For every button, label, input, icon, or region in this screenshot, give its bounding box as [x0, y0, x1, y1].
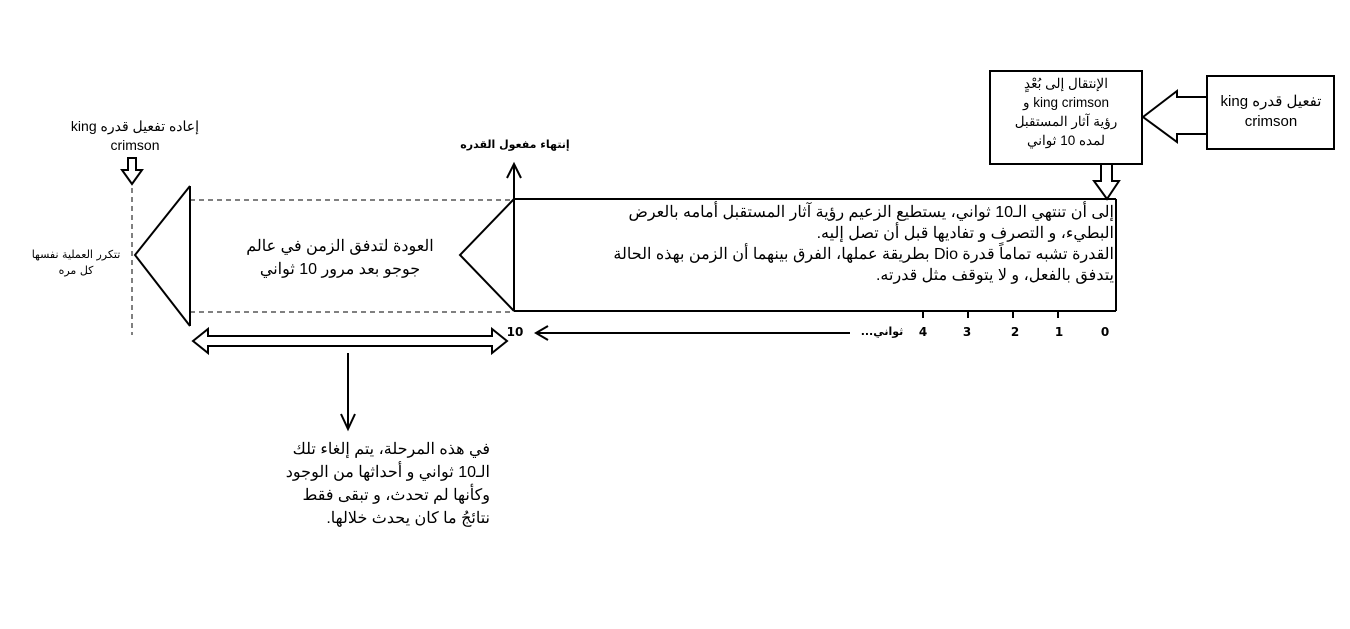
repeat-arrow: [135, 186, 190, 326]
left-arrow-activation: [1143, 91, 1207, 142]
dimension-box-text: [992, 74, 1140, 150]
reactivation-line-2: crimson: [110, 137, 160, 153]
activation-box-text: [1209, 92, 1333, 132]
repeat-label: [22, 247, 130, 279]
erase-line-3: وكأنها لم تحدث، و تبقى فقط: [302, 487, 490, 504]
tick-label-1: 1: [1054, 325, 1064, 339]
main-line-4: يتدفق بالفعل، و لا يتوقف مثل قدرته.: [875, 267, 1114, 284]
seconds-label: ثواني...: [860, 325, 904, 338]
down-arrow-reactivation: [122, 158, 142, 184]
tick-label-3: 3: [962, 325, 972, 339]
erase-text: [250, 438, 490, 530]
return-text: [220, 235, 460, 281]
dimension-line-2: king crimson و: [1022, 95, 1110, 110]
dimension-line-4: لمده 10 ثواني: [1026, 133, 1106, 148]
main-line-3: القدرة تشبه تماماً قدرة Dio بطريقة عملها، الفرق بينهما أن الزمن بهذه الحالة: [613, 246, 1114, 263]
main-line-2: البطيء، و التصرف و تفاديها قبل أن تصل إليه.: [816, 225, 1114, 242]
erase-line-2: الـ10 ثواني و أحداثها من الوجود: [285, 464, 490, 481]
down-arrow-dimension: [1094, 164, 1119, 199]
main-description: [518, 202, 1114, 310]
activation-line-2: crimson: [1244, 113, 1298, 130]
dimension-line-3: رؤية آثار المستقبل: [1014, 114, 1118, 129]
return-arrow: [460, 199, 514, 311]
reactivation-label: [50, 117, 220, 155]
double-arrow-erase: [193, 329, 507, 353]
erase-line-1: في هذه المرحلة، يتم إلغاء تلك: [292, 441, 490, 458]
end-effect-label: إنتهاء مفعول القدره: [460, 138, 570, 151]
erase-line-4: نتائجُ ما كان يحدث خلالها.: [326, 510, 490, 527]
dimension-line-1: الإنتقال إلى بُعْدٍ: [1023, 76, 1108, 91]
repeat-line-1: تتكرر العملية نفسها: [31, 248, 121, 261]
main-line-1: إلى أن تنتهي الـ10 ثواني، يستطيع الزعيم رؤية آثار المستقبل أمامه بالعرض: [628, 204, 1114, 221]
repeat-line-2: كل مره: [58, 264, 94, 277]
tick-label-2: 2: [1010, 325, 1020, 339]
tick-label-10: 10: [506, 325, 524, 339]
tick-label-4: 4: [918, 325, 928, 339]
reactivation-line-1: إعاده تفعيل قدره king: [70, 118, 200, 134]
activation-line-1: تفعيل قدره king: [1220, 93, 1322, 110]
tick-label-0: 0: [1100, 325, 1110, 339]
return-line-2: جوجو بعد مرور 10 ثواني: [259, 261, 421, 278]
return-line-1: العودة لتدفق الزمن في عالم: [246, 238, 434, 255]
